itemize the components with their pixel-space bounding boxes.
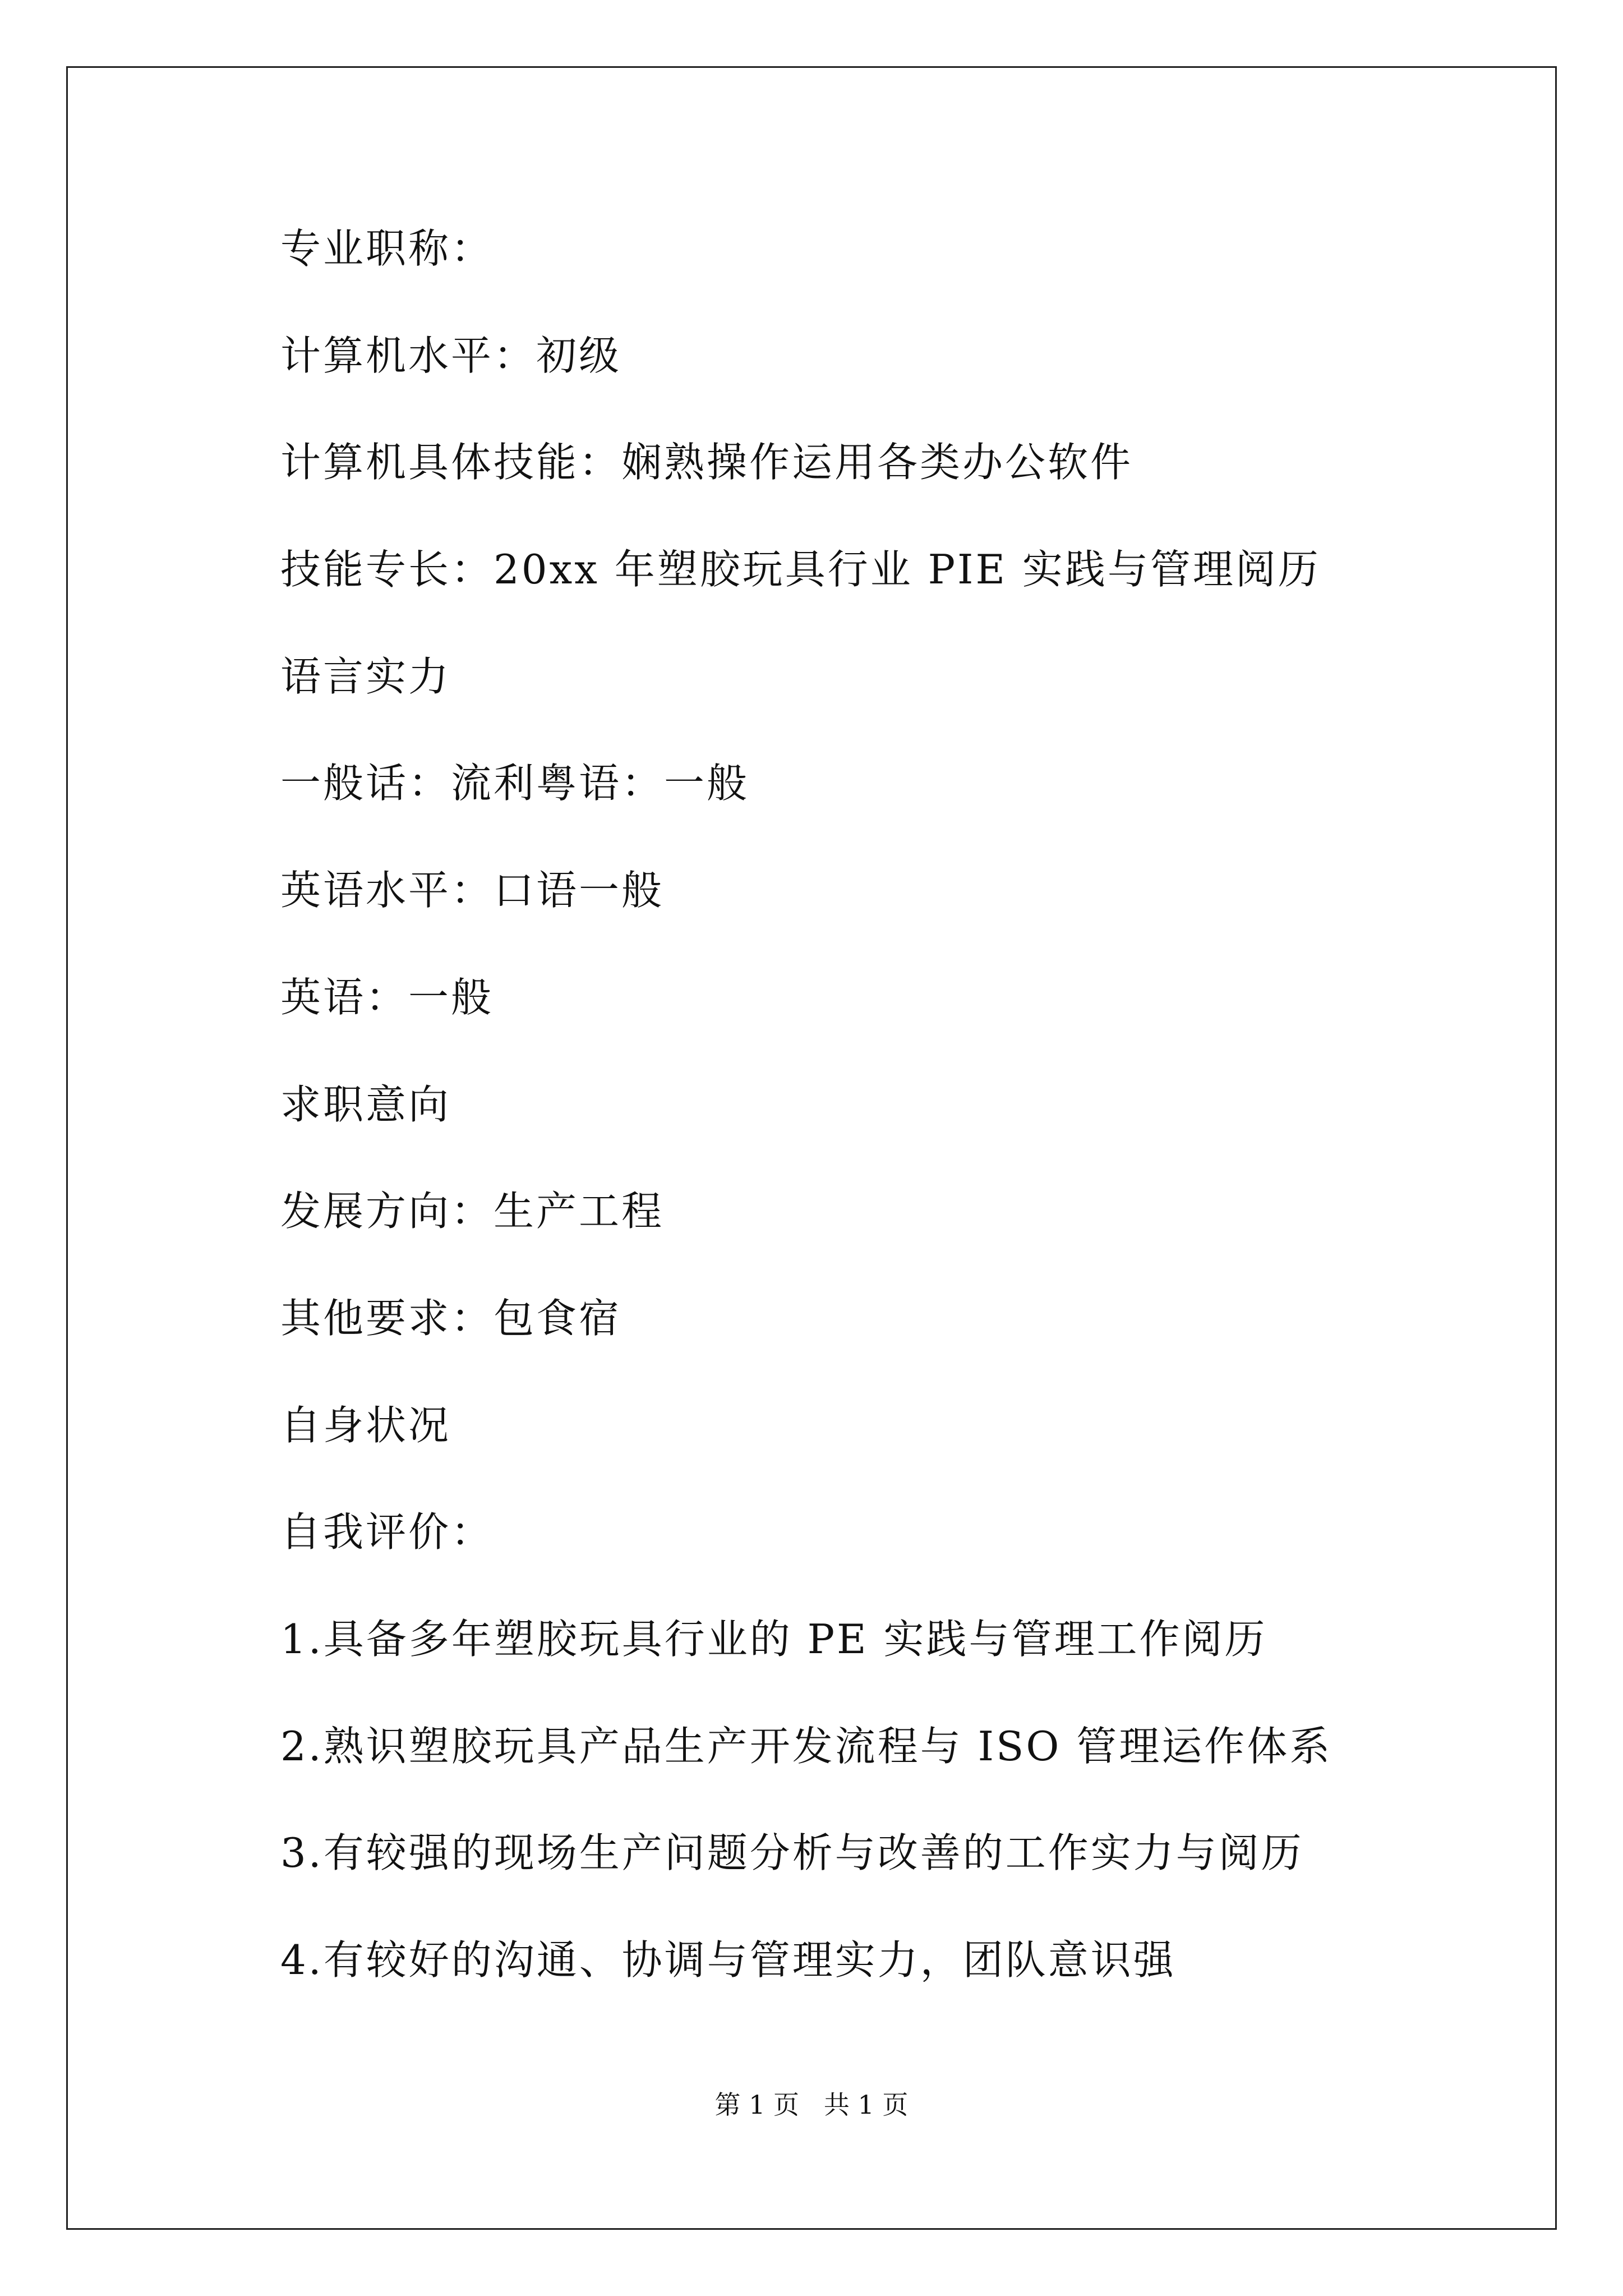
text-line-direction: 发展方向：生产工程 bbox=[280, 1188, 665, 1235]
page-footer: 第 1 页 共 1 页 bbox=[714, 2090, 909, 2120]
list-item-3: 3.有较强的现场生产问题分析与改善的工作实力与阅历 bbox=[280, 1829, 1304, 1877]
section-heading-self-status: 自身状况 bbox=[280, 1401, 451, 1449]
document-body bbox=[280, 222, 1503, 2040]
text-line-mandarin-cantonese: 一般话：流利粤语：一般 bbox=[280, 760, 750, 807]
text-line-computer-level: 计算机水平：初级 bbox=[280, 332, 622, 379]
text-line-english-level: 英语水平：口语一般 bbox=[280, 867, 665, 914]
text-line-self-evaluation: 自我评价： bbox=[280, 1508, 494, 1556]
text-line-skill-specialty: 技能专长：20xx 年塑胶玩具行业 PIE 实践与管理阅历 bbox=[280, 546, 1321, 593]
section-heading-job-intention: 求职意向 bbox=[280, 1080, 451, 1128]
text-line-computer-skills: 计算机具体技能：娴熟操作运用各类办公软件 bbox=[280, 439, 1133, 486]
list-item-1: 1.具备多年塑胶玩具行业的 PE 实践与管理工作阅历 bbox=[280, 1615, 1267, 1663]
text-line-english: 英语：一般 bbox=[280, 973, 494, 1021]
text-line-other-requirements: 其他要求：包食宿 bbox=[280, 1294, 622, 1342]
section-heading-language: 语言实力 bbox=[280, 652, 451, 700]
list-item-2: 2.熟识塑胶玩具产品生产开发流程与 ISO 管理运作体系 bbox=[280, 1722, 1332, 1770]
text-line-professional-title: 专业职称： bbox=[280, 225, 494, 272]
list-item-4: 4.有较好的沟通、协调与管理实力，团队意识强 bbox=[280, 1936, 1176, 1984]
